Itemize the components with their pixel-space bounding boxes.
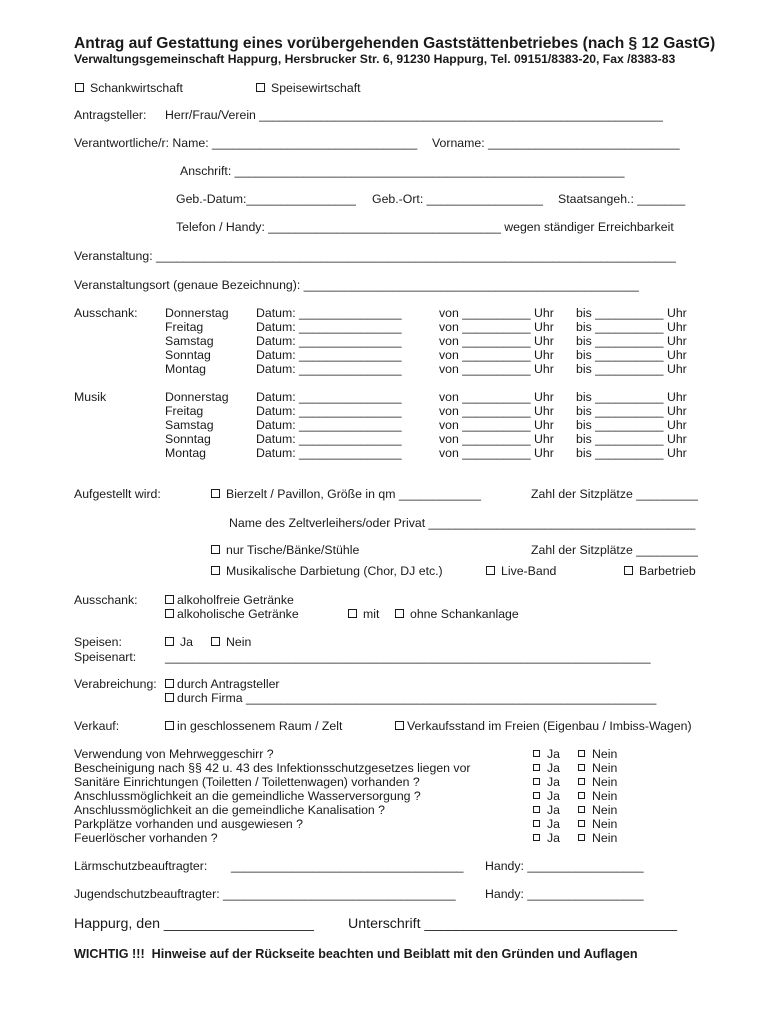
questions-ja-column[interactable] xyxy=(533,747,560,845)
option-nein: Nein xyxy=(578,817,617,831)
musik-bis-column[interactable] xyxy=(576,390,687,460)
option-ja: Ja xyxy=(533,747,560,761)
option-ja: Ja xyxy=(533,817,560,831)
sitzplaetze-field-2[interactable]: Zahl der Sitzplätze _________ xyxy=(531,543,698,557)
checkbox-icon[interactable] xyxy=(165,609,174,618)
question-item: Verwendung von Mehrweggeschirr ? xyxy=(74,747,274,761)
option-musikalisch[interactable]: Musikalische Darbietung (Chor, DJ etc.) xyxy=(211,564,443,578)
bis-field: bis __________ Uhr xyxy=(576,432,687,446)
option-verkaufsstand[interactable]: Verkaufsstand im Freien (Eigenbau / Imbiss-Wagen) xyxy=(395,719,692,733)
checkbox-icon[interactable] xyxy=(533,750,540,757)
geburtsdatum-field[interactable]: Geb.-Datum:________________ xyxy=(176,192,356,206)
page-title: Antrag auf Gestattung eines vorübergehenden Gaststättenbetriebes (nach § 12 GastG) xyxy=(74,35,716,52)
anschrift-field[interactable]: Anschrift: _________________________________________________________ xyxy=(180,164,625,178)
checkbox-icon[interactable] xyxy=(533,764,540,771)
musik-schedule-label: Musik xyxy=(74,390,107,404)
checkbox-icon[interactable] xyxy=(256,83,265,92)
verkauf-label: Verkauf: xyxy=(74,719,120,733)
day-label: Sonntag xyxy=(165,348,211,362)
von-field: von __________ Uhr xyxy=(439,334,554,348)
option-ja: Ja xyxy=(533,831,560,845)
bis-field: bis __________ Uhr xyxy=(576,390,687,404)
datum-field: Datum: _______________ xyxy=(256,362,402,376)
von-field: von __________ Uhr xyxy=(439,306,554,320)
ausschank-schedule-label: Ausschank: xyxy=(74,306,138,320)
day-label: Samstag xyxy=(165,334,214,348)
checkbox-icon[interactable] xyxy=(578,806,585,813)
checkbox-icon[interactable] xyxy=(211,489,220,498)
checkbox-icon[interactable] xyxy=(165,721,174,730)
bis-field: bis __________ Uhr xyxy=(576,306,687,320)
veranstaltung-field[interactable]: Veranstaltung: ____________________________________________________________________________ xyxy=(74,249,676,263)
von-field: von __________ Uhr xyxy=(439,390,554,404)
option-speisewirtschaft[interactable]: Speisewirtschaft xyxy=(256,81,361,95)
option-nein: Nein xyxy=(578,831,617,845)
signature-field[interactable]: Unterschrift ________________________________ xyxy=(348,916,677,932)
bis-field: bis __________ Uhr xyxy=(576,418,687,432)
sitzplaetze-field-1[interactable]: Zahl der Sitzplätze _________ xyxy=(531,487,698,501)
checkbox-icon[interactable] xyxy=(211,637,220,646)
von-field: von __________ Uhr xyxy=(439,362,554,376)
bis-field: bis __________ Uhr xyxy=(576,362,687,376)
option-barbetrieb[interactable]: Barbetrieb xyxy=(624,564,696,578)
staatsangehoerigkeit-field[interactable]: Staatsangeh.: _______ xyxy=(558,192,686,206)
jugendschutz-handy-field[interactable]: Handy: _________________ xyxy=(485,887,644,901)
verantwortlicher-name-field[interactable]: Verantwortliche/r: Name: ______________________________ xyxy=(74,136,418,150)
checkbox-icon[interactable] xyxy=(486,566,495,575)
option-bierzelt[interactable]: Bierzelt / Pavillon, Größe in qm ____________ xyxy=(211,487,481,501)
day-label: Montag xyxy=(165,362,207,376)
option-ja: Ja xyxy=(533,803,560,817)
checkbox-icon[interactable] xyxy=(624,566,633,575)
day-label: Freitag xyxy=(165,404,204,418)
question-item: Anschlussmöglichkeit an die gemeindliche Wasserversorgung ? xyxy=(74,789,421,803)
day-label: Samstag xyxy=(165,418,214,432)
option-mit[interactable]: mit xyxy=(348,607,379,621)
jugendschutz-field[interactable]: Jugendschutzbeauftragter: __________________________________ xyxy=(74,887,456,901)
option-tische[interactable]: nur Tische/Bänke/Stühle xyxy=(211,543,359,557)
datum-field: Datum: _______________ xyxy=(256,418,402,432)
laermschutz-field[interactable]: __________________________________ xyxy=(231,859,464,873)
von-field: von __________ Uhr xyxy=(439,432,554,446)
option-alkoholisch[interactable]: alkoholische Getränke xyxy=(165,607,299,621)
datum-field: Datum: _______________ xyxy=(256,334,402,348)
datum-field: Datum: _______________ xyxy=(256,446,402,460)
checkbox-icon[interactable] xyxy=(533,806,540,813)
von-field: von __________ Uhr xyxy=(439,348,554,362)
checkbox-icon[interactable] xyxy=(165,679,174,688)
checkbox-icon[interactable] xyxy=(165,693,174,702)
von-field: von __________ Uhr xyxy=(439,446,554,460)
checkbox-icon[interactable] xyxy=(533,834,540,841)
verabreichung-label: Verabreichung: xyxy=(74,677,157,691)
laermschutz-handy-field[interactable]: Handy: _________________ xyxy=(485,859,644,873)
checkbox-icon[interactable] xyxy=(578,750,585,757)
datum-field: Datum: _______________ xyxy=(256,390,402,404)
bis-field: bis __________ Uhr xyxy=(576,320,687,334)
option-alkoholfrei[interactable]: alkoholfreie Getränke xyxy=(165,593,294,607)
checkbox-icon[interactable] xyxy=(578,778,585,785)
option-liveband[interactable]: Live-Band xyxy=(486,564,556,578)
option-geschlossener-raum[interactable]: in geschlossenem Raum / Zelt xyxy=(165,719,342,733)
musik-von-column[interactable] xyxy=(439,390,554,460)
checkbox-icon[interactable] xyxy=(578,792,585,799)
ausschank-days xyxy=(165,306,229,376)
day-label: Montag xyxy=(165,446,207,460)
ausschank-von-column[interactable] xyxy=(439,306,554,376)
musik-datum-column[interactable] xyxy=(256,390,402,460)
von-field: von __________ Uhr xyxy=(439,320,554,334)
checkbox-icon[interactable] xyxy=(75,83,84,92)
datum-field: Datum: _______________ xyxy=(256,404,402,418)
option-ja: Ja xyxy=(533,789,560,803)
speisenart-label: Speisenart: xyxy=(74,650,137,664)
laermschutz-label: Lärmschutzbeauftragter: xyxy=(74,859,208,873)
geburtsort-field[interactable]: Geb.-Ort: _________________ xyxy=(372,192,543,206)
bis-field: bis __________ Uhr xyxy=(576,334,687,348)
option-nein: Nein xyxy=(578,803,617,817)
datum-field: Datum: _______________ xyxy=(256,348,402,362)
checkbox-icon[interactable] xyxy=(533,778,540,785)
day-label: Donnerstag xyxy=(165,306,229,320)
questions-list xyxy=(74,747,471,845)
option-nein: Nein xyxy=(578,775,617,789)
option-nein: Nein xyxy=(578,761,617,775)
zeltverleiher-field[interactable]: Name des Zeltverleihers/oder Privat _______________________________________ xyxy=(229,516,696,530)
bis-field: bis __________ Uhr xyxy=(576,404,687,418)
option-nein: Nein xyxy=(578,789,617,803)
option-durch-firma[interactable]: durch Firma ____________________________________________________________ xyxy=(165,691,656,705)
aufgestellt-label: Aufgestellt wird: xyxy=(74,487,161,501)
question-item: Sanitäre Einrichtungen (Toiletten / Toilettenwagen) vorhanden ? xyxy=(74,775,420,789)
option-ja: Ja xyxy=(533,761,560,775)
question-item: Bescheinigung nach §§ 42 u. 43 des Infektionsschutzgesetzes liegen vor xyxy=(74,761,471,775)
datum-field: Datum: _______________ xyxy=(256,320,402,334)
wichtig-label: WICHTIG !!! xyxy=(74,947,145,961)
checkbox-icon[interactable] xyxy=(348,609,357,618)
checkbox-icon[interactable] xyxy=(533,792,540,799)
checkbox-icon[interactable] xyxy=(533,820,540,827)
option-nein: Nein xyxy=(578,747,617,761)
datum-field: Datum: _______________ xyxy=(256,432,402,446)
checkbox-icon[interactable] xyxy=(211,566,220,575)
vorname-field[interactable]: Vorname: ____________________________ xyxy=(432,136,680,150)
ausschank-drinks-label: Ausschank: xyxy=(74,593,138,607)
day-label: Freitag xyxy=(165,320,204,334)
telefon-field[interactable]: Telefon / Handy: __________________________________ wegen ständiger Erreichbarkeit xyxy=(176,220,674,234)
option-speisen-nein[interactable]: Nein xyxy=(211,635,251,649)
place-date-field[interactable]: Happurg, den ___________________ xyxy=(74,916,314,932)
option-schankwirtschaft[interactable]: Schankwirtschaft xyxy=(75,81,183,95)
checkbox-icon[interactable] xyxy=(395,721,404,730)
question-item: Feuerlöscher vorhanden ? xyxy=(74,831,218,845)
checkbox-icon[interactable] xyxy=(165,637,174,646)
hinweis-text: Hinweise auf der Rückseite beachten und Beiblatt mit den Gründen und Auflagen xyxy=(151,947,638,961)
question-item: Anschlussmöglichkeit an die gemeindliche Kanalisation ? xyxy=(74,803,386,817)
von-field: von __________ Uhr xyxy=(439,418,554,432)
ausschank-datum-column[interactable] xyxy=(256,306,402,376)
question-item: Parkplätze vorhanden und ausgewiesen ? xyxy=(74,817,304,831)
option-ja: Ja xyxy=(533,775,560,789)
checkbox-icon[interactable] xyxy=(211,545,220,554)
antragsteller-label: Antragsteller: xyxy=(74,108,147,122)
option-ohne-schankanlage[interactable]: ohne Schankanlage xyxy=(395,607,519,621)
option-durch-antragsteller[interactable]: durch Antragsteller xyxy=(165,677,280,691)
authority-address: Verwaltungsgemeinschaft Happurg, Hersbrucker Str. 6, 91230 Happurg, Tel. 09151/8383-20, Fax /8383-83 xyxy=(74,52,676,66)
footer-notice xyxy=(74,947,638,961)
veranstaltungsort-field[interactable]: Veranstaltungsort (genaue Bezeichnung): _________________________________________________ xyxy=(74,278,639,292)
bis-field: bis __________ Uhr xyxy=(576,348,687,362)
bis-field: bis __________ Uhr xyxy=(576,446,687,460)
questions-nein-column[interactable] xyxy=(578,747,617,845)
checkbox-icon[interactable] xyxy=(165,595,174,604)
checkbox-icon[interactable] xyxy=(578,820,585,827)
day-label: Donnerstag xyxy=(165,390,229,404)
ausschank-bis-column[interactable] xyxy=(576,306,687,376)
speisenart-field[interactable]: _______________________________________________________________________ xyxy=(165,650,651,664)
checkbox-icon[interactable] xyxy=(395,609,404,618)
day-label: Sonntag xyxy=(165,432,211,446)
checkbox-icon[interactable] xyxy=(578,834,585,841)
musik-days xyxy=(165,390,229,460)
option-speisen-ja[interactable]: Ja xyxy=(165,635,193,649)
speisen-label: Speisen: xyxy=(74,635,122,649)
von-field: von __________ Uhr xyxy=(439,404,554,418)
datum-field: Datum: _______________ xyxy=(256,306,402,320)
antragsteller-field[interactable]: Herr/Frau/Verein ___________________________________________________________ xyxy=(165,108,663,122)
checkbox-icon[interactable] xyxy=(578,764,585,771)
